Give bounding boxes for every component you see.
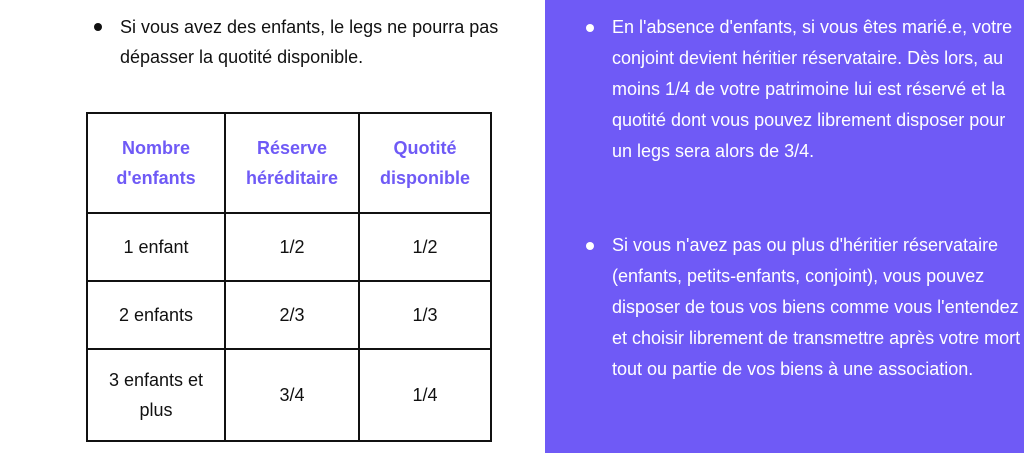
bullet-text: Si vous avez des enfants, le legs ne pourra pas dépasser la quotité disponible. bbox=[120, 17, 499, 67]
table-row bbox=[87, 213, 491, 281]
no-heir-bullet bbox=[586, 230, 1022, 385]
cell-reserve: 3/4 bbox=[225, 349, 359, 441]
bullet-dot-icon bbox=[586, 24, 594, 32]
cell-quotite: 1/3 bbox=[359, 281, 491, 349]
header-nombre-enfants: Nombre d'enfants bbox=[87, 113, 225, 213]
cell-reserve: 2/3 bbox=[225, 281, 359, 349]
bullet-dot-icon bbox=[94, 23, 102, 31]
cell-children: 2 enfants bbox=[87, 281, 225, 349]
header-quotite-disponible: Quotité disponible bbox=[359, 113, 491, 213]
table-row bbox=[87, 349, 491, 441]
header-reserve-hereditaire: Réserve héréditaire bbox=[225, 113, 359, 213]
table-header-row bbox=[87, 113, 491, 213]
quotite-table bbox=[86, 112, 492, 442]
cell-children-text: 3 enfants et plus bbox=[108, 370, 204, 420]
children-legs-bullet bbox=[94, 12, 540, 72]
cell-reserve: 1/2 bbox=[225, 213, 359, 281]
bullet-text: En l'absence d'enfants, si vous êtes marié.e, votre conjoint devient héritier réservataire. Dès lors, au moins 1/4 de votre patrimoine lui est réservé et la quotité dont vous pouvez librement disposer pour un legs sera alors de 3/4. bbox=[612, 17, 1013, 161]
cell-quotite: 1/2 bbox=[359, 213, 491, 281]
cell-children bbox=[87, 349, 225, 441]
cell-children: 1 enfant bbox=[87, 213, 225, 281]
no-children-bullet bbox=[586, 12, 1022, 167]
bullet-text: Si vous n'avez pas ou plus d'héritier réservataire (enfants, petits-enfants, conjoint), vous pouvez disposer de tous vos biens comme vous l'entendez et choisir librement de transmettre après votre mort tout ou partie de vos biens à une association. bbox=[612, 235, 1021, 379]
table-row bbox=[87, 281, 491, 349]
bullet-dot-icon bbox=[586, 242, 594, 250]
cell-quotite: 1/4 bbox=[359, 349, 491, 441]
